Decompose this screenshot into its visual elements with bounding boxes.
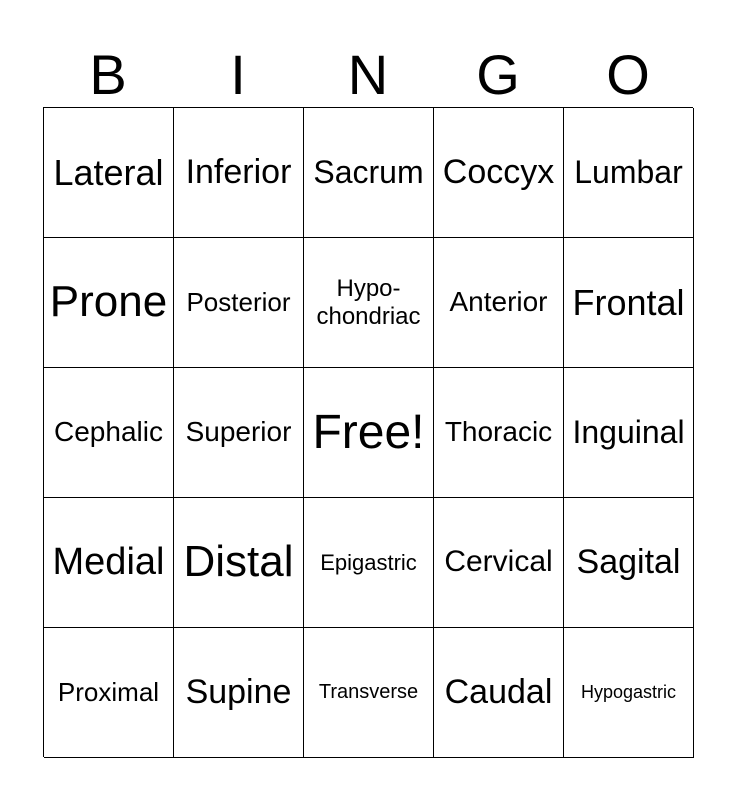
bingo-cell: Coccyx <box>434 108 564 238</box>
bingo-cell: Sacrum <box>304 108 434 238</box>
bingo-cell: Hypo- chondriac <box>304 238 434 368</box>
bingo-cell-free: Free! <box>304 368 434 498</box>
bingo-cell: Medial <box>44 498 174 628</box>
bingo-cell: Anterior <box>434 238 564 368</box>
header-letter-g: G <box>476 43 520 106</box>
header-letter-i: I <box>230 43 246 106</box>
bingo-cell: Transverse <box>304 628 434 758</box>
bingo-cell: Caudal <box>434 628 564 758</box>
bingo-cell: Distal <box>174 498 304 628</box>
bingo-cell: Thoracic <box>434 368 564 498</box>
bingo-grid <box>43 107 693 757</box>
bingo-header <box>43 40 693 108</box>
bingo-cell: Lateral <box>44 108 174 238</box>
bingo-cell: Superior <box>174 368 304 498</box>
bingo-cell: Sagital <box>564 498 694 628</box>
bingo-cell: Proximal <box>44 628 174 758</box>
bingo-cell: Inguinal <box>564 368 694 498</box>
bingo-cell: Epigastric <box>304 498 434 628</box>
bingo-cell: Lumbar <box>564 108 694 238</box>
header-letter-o: O <box>606 43 650 106</box>
bingo-cell: Inferior <box>174 108 304 238</box>
header-letter-n: N <box>347 43 389 106</box>
header-letter-b: B <box>89 43 127 106</box>
bingo-cell: Cephalic <box>44 368 174 498</box>
bingo-cell: Supine <box>174 628 304 758</box>
bingo-cell: Hypogastric <box>564 628 694 758</box>
bingo-cell: Prone <box>44 238 174 368</box>
bingo-cell: Cervical <box>434 498 564 628</box>
bingo-cell: Posterior <box>174 238 304 368</box>
bingo-cell: Frontal <box>564 238 694 368</box>
